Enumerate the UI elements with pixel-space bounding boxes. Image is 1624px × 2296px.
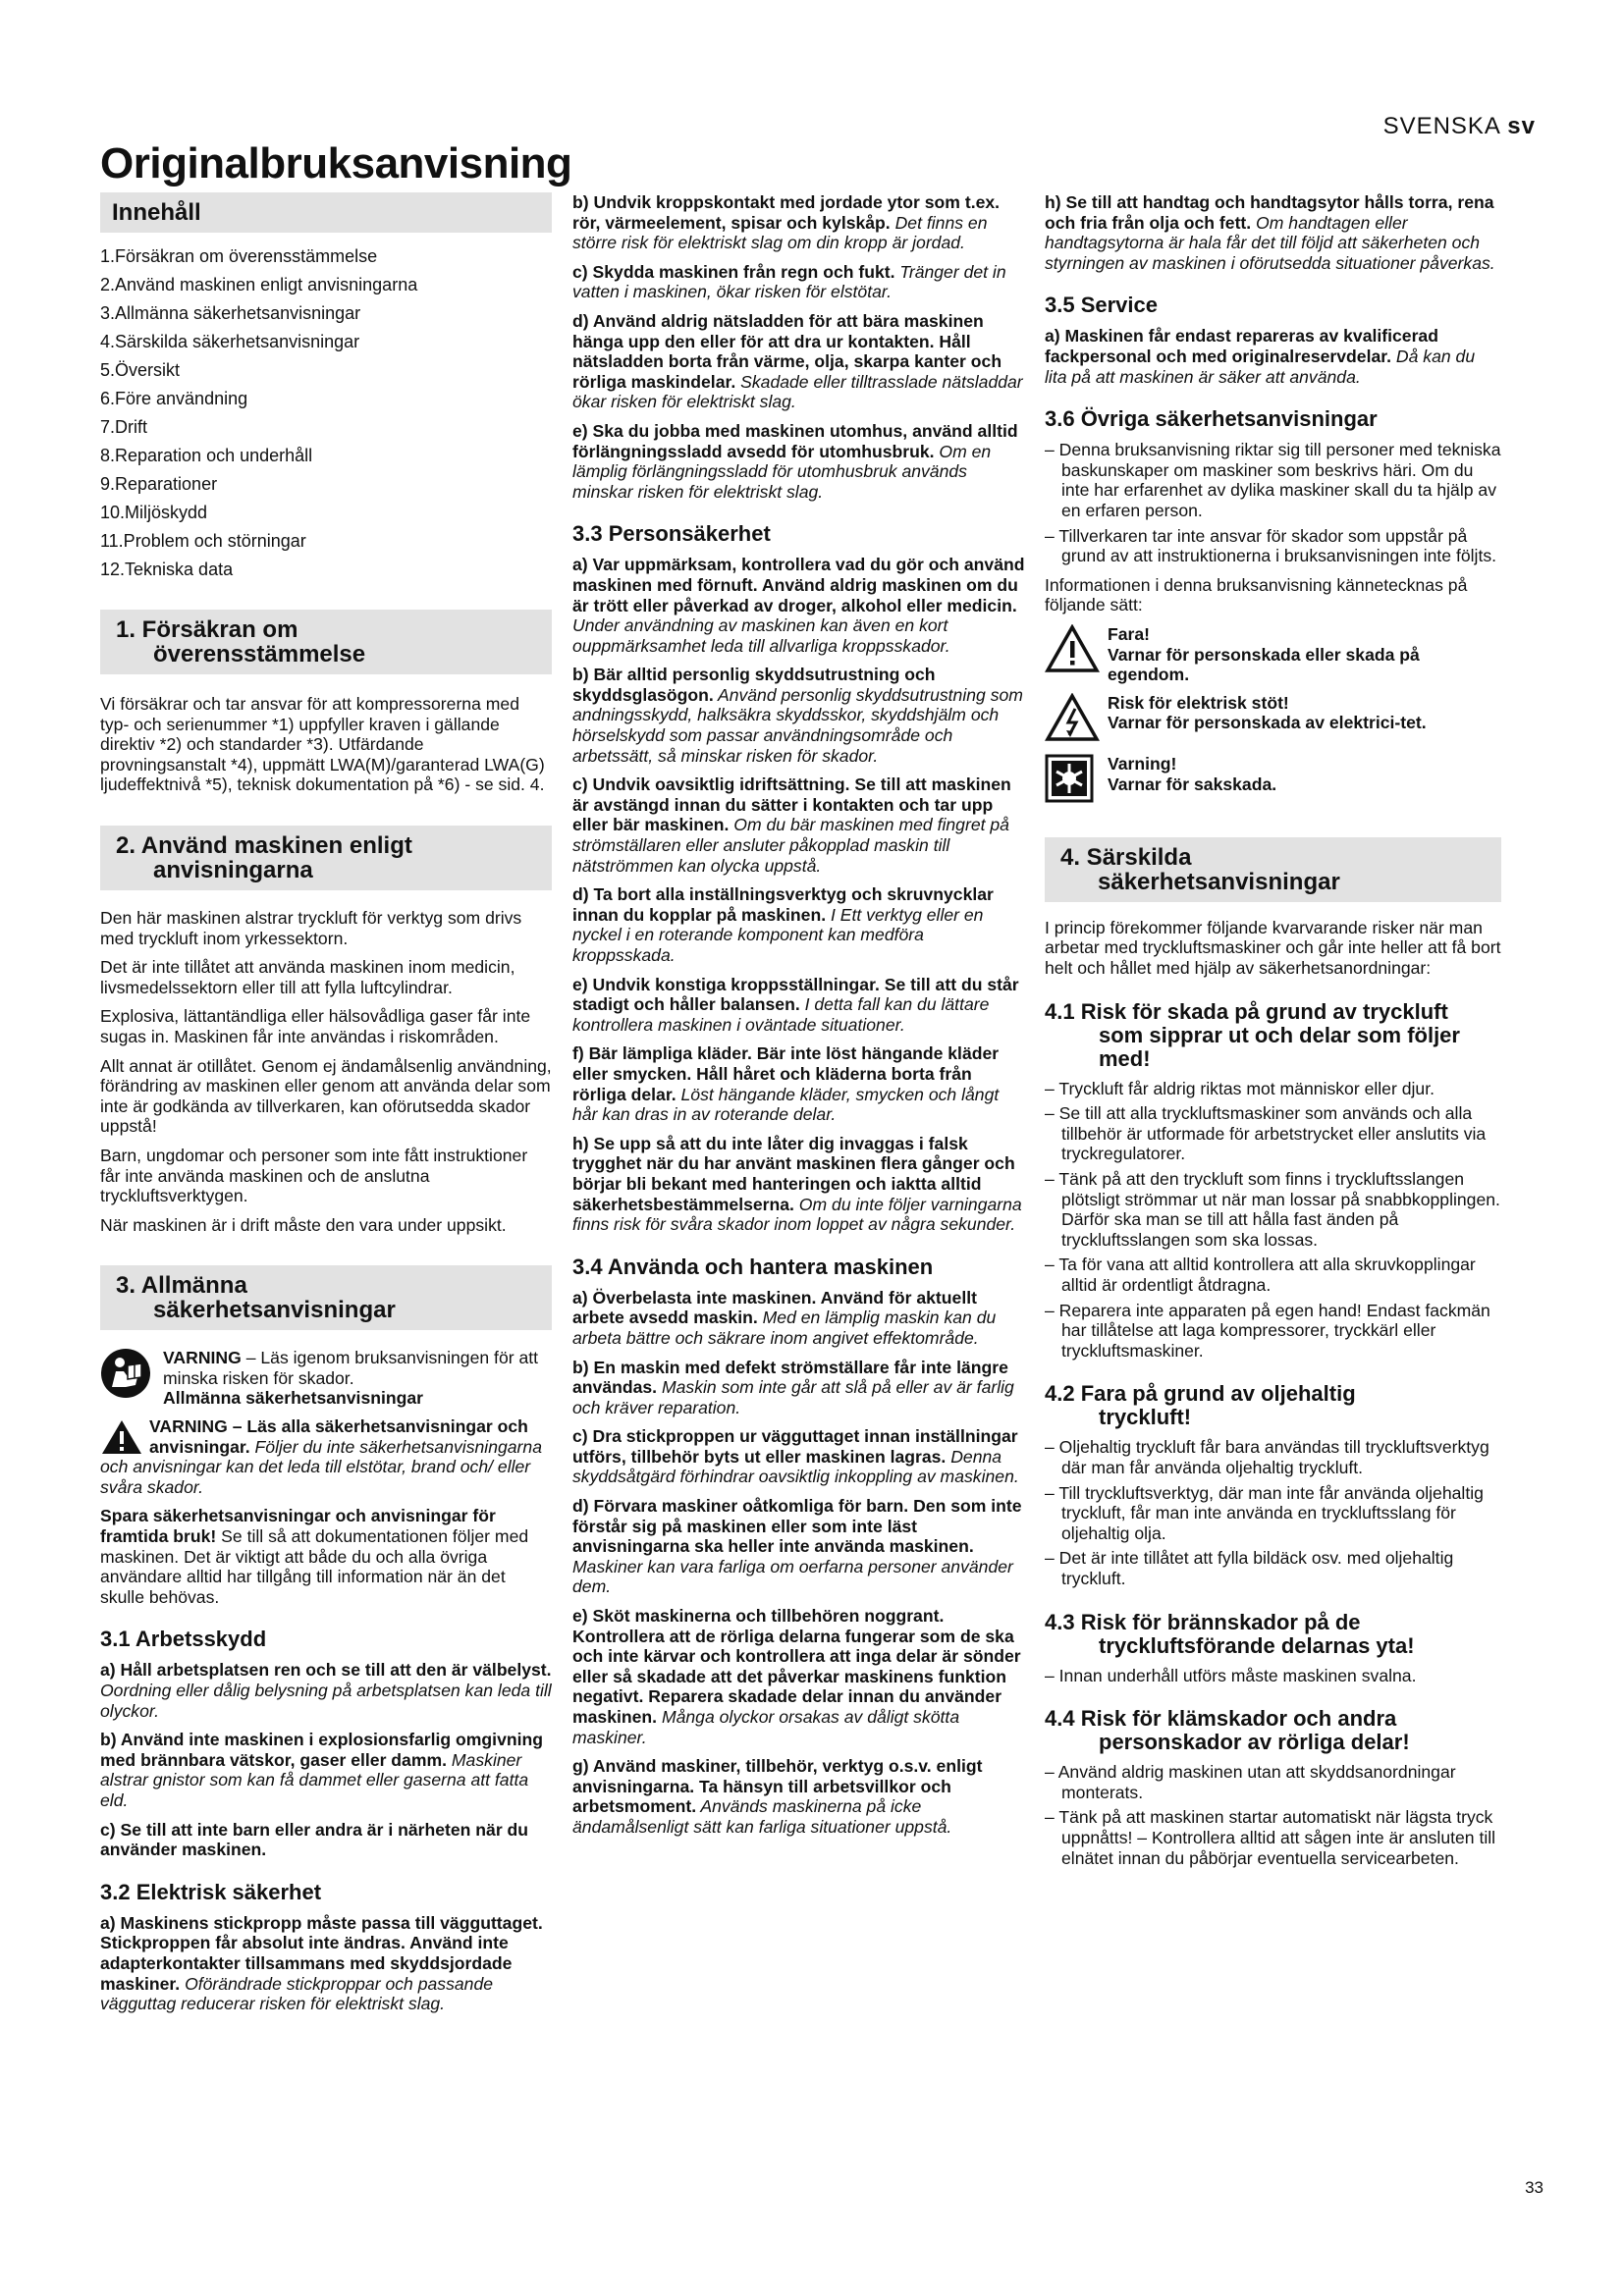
toc-item: 7.Drift (100, 417, 148, 437)
warning-bold: VARNING – Läs alla säkerhetsanvisningar och anvisningar. (149, 1416, 528, 1457)
section-3-3-heading: 3.3 Personsäkerhet (572, 521, 771, 547)
paragraph: Allt annat är otillåtet. Genom ej ändamålsenlig användning, förändring av maskinen eller genom att använda delar som inte är godkända av tillverkaren, kan oförutsedda skador uppstå! (100, 1055, 552, 1137)
section-3-5-heading: 3.5 Service (1045, 293, 1158, 318)
safety-item: d) Använd aldrig nätsladden för att bära maskinen hänga upp den eller för att dra ur kontakten. Håll nätsladden borta från värme, olja, skarpa kanter och rörliga maskindelar. Skadade eller tilltrasslade nätsladdar ökar risken för elektriskt slag. (572, 310, 1023, 412)
risk-list (1045, 1762, 1501, 1868)
sign-title: Fara! (1108, 623, 1151, 644)
safety-item: h) Se upp så att du inte låter dig invaggas i falsk trygghet när du har använt maskinen flera gånger och börjar bli bekant med hanteringen och iaktta alltid säkerhetsbestämmelserna. Om du inte följer varningarna finns risk för svåra skador inom loppet av några sekunder. (572, 1133, 1022, 1235)
heading-line: säkerhetsanvisningar (1098, 868, 1340, 895)
risk-list (1045, 1079, 1501, 1362)
column-right (1045, 192, 1501, 1877)
toc-item: 3.Allmänna säkerhetsanvisningar (100, 303, 361, 323)
heading-line: 2. Använd maskinen enligt (116, 831, 412, 859)
list-item: – Använd aldrig maskinen utan att skyddsanordningar monterats. (1045, 1762, 1456, 1802)
column-middle (572, 192, 1026, 1846)
warning-label: VARNING (163, 1348, 242, 1368)
toc-item: 12.Tekniska data (100, 560, 234, 579)
section-3-2-heading: 3.2 Elektrisk säkerhet (100, 1879, 322, 1904)
section-4-3-heading: 4.3 Risk för brännskador på de tryckluftsförande delarnas yta! (1045, 1609, 1415, 1658)
heading-line: anvisningarna (153, 856, 313, 883)
safety-item: e) Undvik konstiga kroppsställningar. Se till att du står stadigt och håller balansen. I detta fall kan du lättare kontrollera maskinen i oväntade situationer. (572, 974, 1019, 1035)
sign-danger (1045, 624, 1501, 685)
general-safety-heading: Allmänna säkerhetsanvisningar (163, 1388, 423, 1409)
column-left (100, 192, 552, 2023)
paragraph: Den här maskinen alstrar tryckluft för verktyg som drivs med tryckluft inom yrkessektorn. (100, 907, 522, 948)
warning-read-all (100, 1416, 552, 1497)
sign-text: Varnar för sakskada. (1108, 774, 1277, 794)
residual-risks-intro: I princip förekommer följande kvarvarande risker när man arbetar med tryckluftsmaskiner och går inte heller att få bort helt och hållet med hjälp av säkerhetsanordningar: (1045, 917, 1501, 979)
safety-item: b) En maskin med defekt strömställare får inte längre användas. Maskin som inte går att slå på eller av är farlig och kräver reparation. (572, 1357, 1014, 1417)
safety-item: c) Se till att inte barn eller andra är i närheten när du använder maskinen. (100, 1819, 529, 1860)
declaration-text: Vi försäkrar och tar ansvar för att kompressorerna med typ- och serienummer *1) uppfyller kraven i gällande direktiv *2) och standarder *3). Utfärdande provningsanstalt *4), uppmätt LWA(M)/garanterad LWA(G) ljudeffektnivå *5), teknisk dokumentation på *6) - se sid. 4. (100, 694, 545, 795)
paragraph: Det är inte tillåtet att använda maskinen inom medicin, livsmedelssektorn eller till att fylla luftcylindrar. (100, 957, 515, 997)
paragraph: Explosiva, lättantändliga eller hälsovådliga gaser får inte sugas in. Maskinen får inte användas i riskområden. (100, 1006, 531, 1046)
section-4-4-heading: 4.4 Risk för klämskador och andra personskador av rörliga delar! (1045, 1706, 1410, 1755)
list-item: – Tryckluft får aldrig riktas mot människor eller djur. (1045, 1078, 1435, 1098)
list-item: – Till tryckluftsverktyg, där man inte får använda oljehaltig tryckluft, får man inte använda en tryckluftsslang för oljehaltig olja. (1045, 1482, 1484, 1543)
read-manual-text (163, 1348, 552, 1409)
list-item: – Det är inte tillåtet att fylla bildäck osv. med oljehaltig tryckluft. (1045, 1548, 1454, 1588)
sign-caution (1045, 754, 1501, 808)
safety-item: h) Se till att handtag och handtagsytor hålls torra, rena och fria från olja och fett. Om handtagen eller handtagsytorna är hala får det till följd att säkerheten och styrningen av maskinen i oförutsedda situationer påverkas. (1045, 192, 1495, 273)
safety-item: a) Var uppmärksam, kontrollera vad du gör och använd maskinen med förnuft. Använd aldrig maskinen om du är trött eller påverkad av droger, alkohol eller medicin. Under användning av maskinen kan även en kort ouppmärksamhet leda till allvarliga kroppsskador. (572, 555, 1025, 656)
list-item: – Denna bruksanvisning riktar sig till personer med tekniska baskunskaper om maskiner som beskrivs häri. Om du inte har erfarenhet av dylika maskiner skall du ta hjälp av en erfaren person. (1045, 440, 1501, 520)
paragraph: När maskinen är i drift måste den vara under uppsikt. (100, 1214, 507, 1235)
symbols-intro: Informationen i denna bruksanvisning kännetecknas på följande sätt: (1045, 574, 1468, 615)
section-4-2-heading: 4.2 Fara på grund av oljehaltig tryckluft! (1045, 1381, 1356, 1430)
list-item: – Tänk på att maskinen startar automatiskt när lägsta tryck uppnåtts! – Kontrollera alltid att sågen inte är ansluten till elnätet innan du påbörjar eventuella servicearbeten. (1045, 1807, 1496, 1868)
language-code: sv (1507, 113, 1536, 139)
table-of-contents (100, 242, 552, 584)
toc-item: 1.Försäkran om överensstämmelse (100, 246, 378, 266)
sign-text: Varnar för personskada eller skada på egendom. (1108, 644, 1420, 685)
safety-item: d) Förvara maskiner oåtkomliga för barn. Den som inte förstår sig på maskinen eller som inte läst anvisningarna ska heller inte använda maskinen. Maskiner kan vara farliga om oerfarna personer använder dem. (572, 1496, 1022, 1597)
sign-title: Varning! (1108, 754, 1177, 774)
warning-italic: Följer du inte säkerhetsanvisningarna och anvisningar kan det leda till elstötar, brand och/ eller svåra skador. (100, 1436, 542, 1497)
list-item: – Oljehaltig tryckluft får bara användas till tryckluftsverktyg där man får använda oljehaltig tryckluft. (1045, 1437, 1489, 1477)
safety-item: a) Överbelasta inte maskinen. Använd för aktuellt arbete avsedd maskin. Med en lämplig maskin kan du arbeta bättre och säkrare inom angivet effektområde. (572, 1287, 997, 1348)
page-number: 33 (1525, 2178, 1543, 2197)
heading-line: säkerhetsanvisningar (153, 1297, 396, 1324)
section-3-heading (100, 1265, 552, 1330)
section-4-1-heading: 4.1 Risk för skada på grund av tryckluft som sipprar ut och delar som följer med! (1045, 998, 1460, 1071)
save-bold: Spara säkerhetsanvisningar och anvisningar för framtida bruk! (100, 1506, 496, 1547)
toc-item: 4.Särskilda säkerhetsanvisningar (100, 332, 360, 351)
page-title: Originalbruksanvisning (100, 139, 572, 187)
list-item: – Innan underhåll utförs måste maskinen svalna. (1045, 1665, 1417, 1685)
save-instructions (100, 1506, 552, 1607)
heading-line: 1. Försäkran om (116, 616, 298, 643)
toc-item: 8.Reparation och underhåll (100, 446, 313, 465)
heading-line: 3. Allmänna (116, 1272, 247, 1300)
list-item: – Reparera inte apparaten på egen hand! Endast fackmän har tillåtelse att laga kompressorer, tryckkärl eller tryckluftsmaskiner. (1045, 1300, 1490, 1361)
electric-shock-icon (1045, 693, 1100, 747)
section-3-4-heading: 3.4 Använda och hantera maskinen (572, 1254, 934, 1279)
heading-line: 4. Särskilda (1060, 843, 1192, 871)
section-4-heading (1045, 837, 1501, 902)
safety-item: a) Maskinens stickpropp måste passa till vägguttaget. Stickproppen får absolut inte ändras. Använd inte adapterkontakter tillsammans med skyddsjordade maskiner. Oförändrade stickproppar och passande vägguttag reducerar risken för elektriskt slag. (100, 1912, 543, 2014)
toc-item: 6.Före användning (100, 389, 248, 408)
read-manual-note (100, 1348, 552, 1409)
warning-text: – Läs igenom bruksanvisningen för att minska risken för skador. (163, 1348, 539, 1388)
heading-line: överensstämmelse (153, 641, 366, 667)
language-name: SVENSKA (1382, 113, 1500, 139)
save-text: Se till så att dokumentationen följer med maskinen. Det är viktigt att både du och alla övriga användare alltid har tillgång till information när än det skulle behövas. (100, 1526, 529, 1607)
safety-item: e) Ska du jobba med maskinen utomhus, använd alltid förlängningssladd avsedd för utomhusbruk. Om en lämplig förlängningssladd för utomhusbruk används minskar risken för elektriskt slag. (572, 420, 1018, 502)
safety-item: e) Sköt maskinerna och tillbehören noggrant. Kontrollera att de rörliga delarna fungerar som de ska och inte kärvar och kontrollera att inga delar är sönder eller så skadade att det påverkar maskinens funktion negativt. Reparera skadade delar innan du använder maskinen. Många olyckor orsakas av dåligt skötta maskiner. (572, 1606, 1021, 1747)
list-item: – Ta för vana att alltid kontrollera att alla skruvkopplingar alltid är ordentligt åtdragna. (1045, 1255, 1476, 1295)
sign-text: Varnar för personskada av elektrici-tet. (1108, 713, 1427, 733)
toc-item: 11.Problem och störningar (100, 531, 306, 551)
language-label (1383, 113, 1536, 140)
toc-item: 10.Miljöskydd (100, 503, 208, 522)
section-2-heading (100, 826, 552, 890)
warning-triangle-icon (100, 1418, 143, 1456)
safety-item: b) Bär alltid personlig skyddsutrustning och skyddsglasögon. Använd personlig skyddsutrustning som andningsskydd, halksäkra skyddsskor, skyddshjälm och hörselskydd som passar användningsområde och arbetssätt, så minskar risken för skador. (572, 665, 1023, 766)
danger-triangle-icon (1045, 624, 1100, 678)
toc-item: 2.Använd maskinen enligt anvisningarna (100, 275, 418, 294)
list-item: – Se till att alla tryckluftsmaskiner som används och alla tillbehör är utformade för arbetstrycket eller anslutits via tryckregulatorer. (1045, 1103, 1487, 1164)
material-damage-icon (1045, 754, 1100, 808)
safety-item: b) Använd inte maskinen i explosionsfarlig omgivning med brännbara vätskor, gaser eller damm. Maskiner alstrar gnistor som kan få dammet eller gaserna att fatta eld. (100, 1730, 543, 1810)
paragraph: Barn, ungdomar och personer som inte fått instruktioner får inte använda maskinen och de anslutna tryckluftsverktygen. (100, 1145, 528, 1206)
other-safety-list (1045, 440, 1501, 566)
safety-item: b) Undvik kroppskontakt med jordade ytor som t.ex. rör, värmeelement, spisar och kylskåp. Det finns en större risk för elektriskt slag om din kropp är jordad. (572, 192, 1001, 253)
list-item: – Tillverkaren tar inte ansvar för skador som uppstår på grund av att instruktionerna i bruksanvisningen inte följts. (1045, 525, 1497, 566)
safety-item: g) Använd maskiner, tillbehör, verktyg o.s.v. enligt anvisningarna. Ta hänsyn till arbetsvillkor och arbetsmoment. Används maskinerna på icke ändamålsenligt sätt kan farliga situationer uppstå. (572, 1756, 983, 1837)
toc-item: 9.Reparationer (100, 474, 218, 494)
section-3-6-heading: 3.6 Övriga säkerhetsanvisningar (1045, 406, 1378, 432)
toc-item: 5.Översikt (100, 360, 181, 380)
section-3-1-heading: 3.1 Arbetsskydd (100, 1627, 267, 1652)
section-1-heading (100, 610, 552, 674)
safety-item: a) Maskinen får endast repareras av kvalificerad fackpersonal och med originalreservdelar. Då kan du lita på att maskinen är säker att använda. (1045, 326, 1476, 387)
sign-title: Risk för elektrisk stöt! (1108, 692, 1289, 713)
safety-item: a) Håll arbetsplatsen ren och se till att den är välbelyst. Oordning eller dålig belysning på arbetsplatsen kan leda till olyckor. (100, 1660, 552, 1721)
sign-electric (1045, 693, 1501, 747)
safety-item: c) Dra stickproppen ur vägguttaget innan inställningar utförs, tillbehör byts ut eller maskinen lagras. Denna skyddsåtgärd förhindrar oavsiktlig inkoppling av maskinen. (572, 1426, 1019, 1487)
safety-item: c) Undvik oavsiktlig idriftsättning. Se till att maskinen är avstängd innan du sätter i kontakten och tar upp eller bär maskinen. Om du bär maskinen med fingret på strömställaren eller ansluter påkopplad maskin till nätströmmen kan olycka uppstå. (572, 774, 1011, 876)
toc-heading: Innehåll (100, 192, 552, 233)
safety-item: d) Ta bort alla inställningsverktyg och skruvnycklar innan du kopplar på maskinen. I Ett verktyg eller en nyckel i en roterande komponent kan medföra kroppsskada. (572, 884, 994, 965)
safety-item: c) Skydda maskinen från regn och fukt. Tränger det in vatten i maskinen, ökar risken för elstötar. (572, 261, 1006, 302)
safety-item: f) Bär lämpliga kläder. Bär inte löst hängande kläder eller smycken. Håll håret och kläderna borta från rörliga delar. Löst hängande kläder, smycken och långt hår kan dras in av roterande delar. (572, 1043, 1000, 1125)
risk-list (1045, 1437, 1501, 1588)
risk-list (1045, 1666, 1501, 1686)
list-item: – Tänk på att den tryckluft som finns i tryckluftsslangen plötsligt strömmar ut när man lossar på snabbkopplingen. Därför ska man se till att hålla fast änden på tryckluftsslangen som ska lossas. (1045, 1169, 1500, 1250)
read-manual-icon (100, 1348, 155, 1404)
